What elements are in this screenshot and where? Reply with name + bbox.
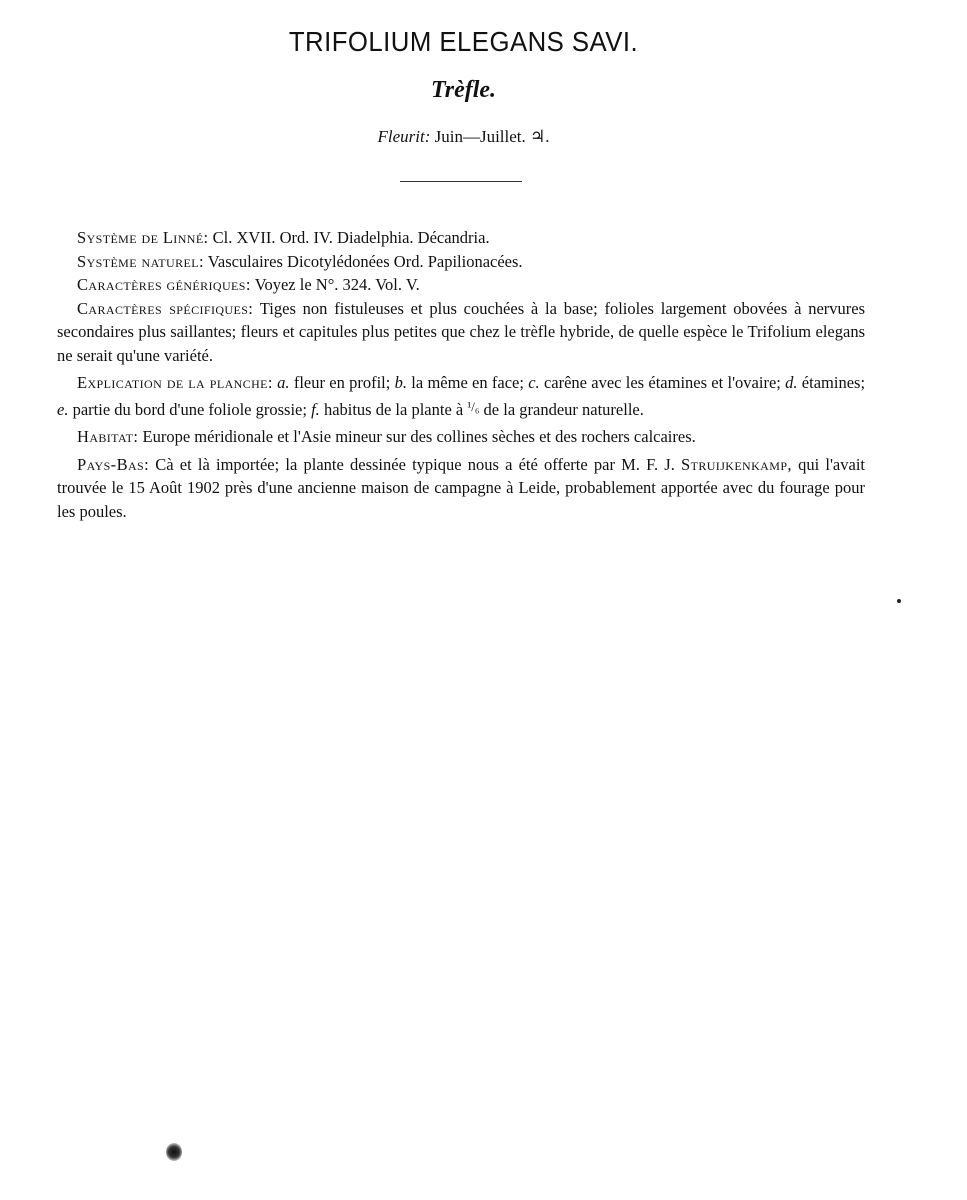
plate-letter-c: c. <box>528 373 540 392</box>
section-label: Système de Linné: <box>77 228 209 247</box>
section-text: Voyez le N°. 324. Vol. V. <box>254 275 420 294</box>
section-pays-bas <box>57 453 865 524</box>
section-systeme-naturel <box>57 250 865 274</box>
plate-letter-a: a. <box>277 373 290 392</box>
plate-text-f: habitus de la plante à <box>323 399 464 419</box>
section-text-after: qui l'avait trouvée le 15 Août 1902 près d'une ancienne maison de campagne à Leide, probablement apportée avec du fourage pour les poules. <box>57 454 865 521</box>
section-label: Pays-Bas: <box>77 454 150 474</box>
description-body <box>57 226 865 527</box>
flowering-value: Juin—Juillet. ♃. <box>434 127 550 146</box>
scale-fraction: ¹/₆ <box>467 398 480 414</box>
section-label: Habitat: <box>77 427 139 446</box>
section-label: Caractères spécifiques: <box>77 298 254 318</box>
page-title: TRIFOLIUM ELEGANS SAVI. <box>288 26 639 57</box>
flowering-period <box>0 127 927 147</box>
collector-name: Struijkenkamp, <box>681 454 792 474</box>
section-caracteres-generiques <box>57 273 865 297</box>
plate-text-b: la même en face; <box>411 373 524 392</box>
section-text-before: Cà et là importée; la plante dessinée typique nous a été offerte par M. F. J. <box>155 454 675 474</box>
plate-letter-b: b. <box>394 373 407 392</box>
scan-speck <box>897 599 901 603</box>
ink-blot <box>166 1143 182 1161</box>
section-text: Cl. XVII. Ord. IV. Diadelphia. Décandria. <box>212 228 490 247</box>
plate-text-d: étamines; <box>801 373 866 392</box>
plate-text-e: partie du bord d'une foliole grossie; <box>72 399 307 419</box>
section-explication-planche <box>57 371 865 421</box>
section-caracteres-specifiques <box>57 297 865 368</box>
plate-letter-f: f. <box>311 399 320 419</box>
section-linne <box>57 226 865 250</box>
section-label: Explication de la planche: <box>77 373 273 392</box>
plate-text-c: carêne avec les étamines et l'ovaire; <box>543 373 781 392</box>
section-text: Tiges non fistuleuses et plus couchées à la base; folioles largement obovées à nervures secondaires plus saillantes; fleurs et capitules plus petites que chez le trèfle hybride, de quelle espèce le Trifolium elegans ne serait qu'une variété. <box>57 298 865 365</box>
section-text: Vasculaires Dicotylédonées Ord. Papilionacées. <box>207 251 523 271</box>
plate-text-end: de la grandeur naturelle. <box>483 399 644 419</box>
plate-letter-e: e. <box>57 399 69 419</box>
plate-letter-d: d. <box>785 373 798 392</box>
section-text: Europe méridionale et l'Asie mineur sur des collines sèches et des rochers calcaires. <box>142 427 696 446</box>
flowering-label: Fleurit: <box>377 127 431 146</box>
section-label: Caractères génériques: <box>77 275 251 294</box>
separator-rule <box>400 181 522 182</box>
section-label: Système naturel: <box>77 251 204 271</box>
common-name: Trèfle. <box>430 77 497 103</box>
plate-text-a: fleur en profil; <box>293 373 391 392</box>
section-habitat <box>57 425 865 449</box>
